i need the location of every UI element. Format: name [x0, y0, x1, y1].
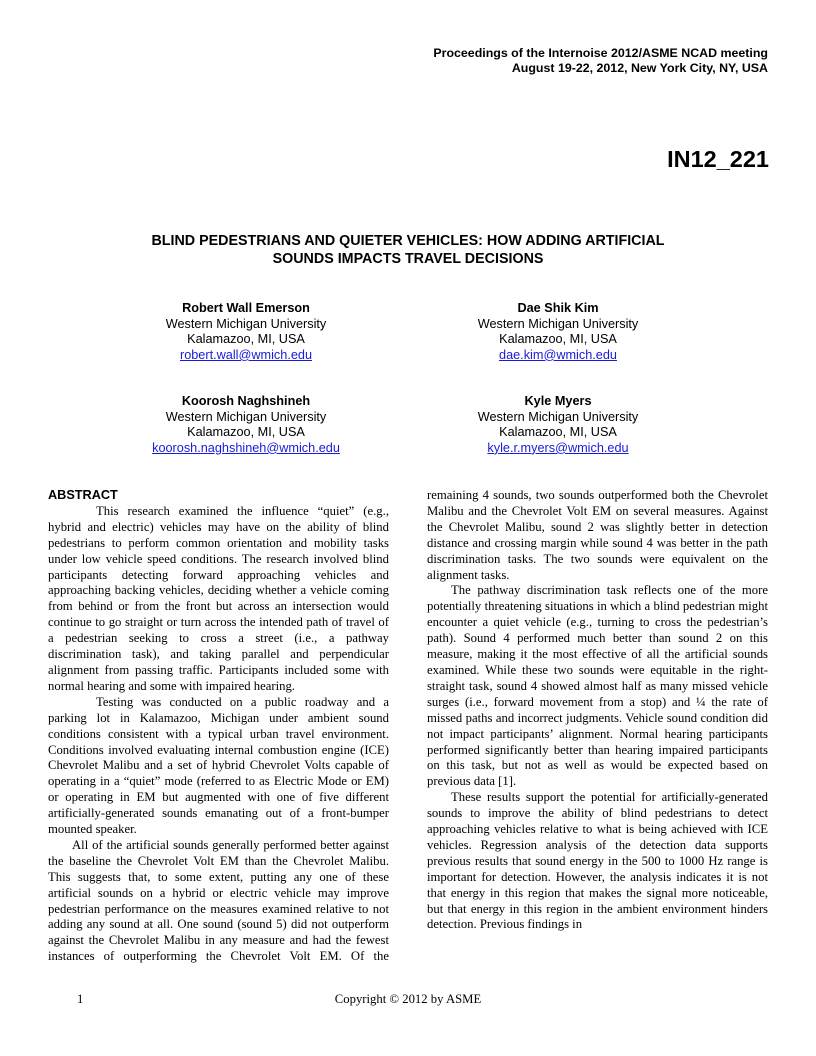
author-block [408, 394, 708, 456]
author-email-link[interactable]: robert.wall@wmich.edu [179, 347, 313, 362]
abstract-paragraph: All of the artificial sounds generally performed better against the baseline the Chevrolet Volt EM than the Chevrolet Malibu. This suggests that, to some extent, putting any one of these artificial sounds on a hybrid or electric vehicle may improve pedestrian performance on the measures examined relative to not adding any sound at all. One sound (sound 5) did not outperform against the Chevrolet Malibu in any measure and had the fewest instances of outperforming the Chevrolet Volt EM. Of the [48, 837, 389, 964]
abstract-heading: ABSTRACT [48, 488, 118, 502]
author-block [96, 394, 396, 456]
author-email-link[interactable]: dae.kim@wmich.edu [499, 347, 617, 362]
paper-id: IN12_221 [667, 146, 769, 172]
author-name: Robert Wall Emerson [182, 301, 310, 315]
author-location: Kalamazoo, MI, USA [187, 332, 305, 347]
abstract-paragraph-continued: remaining 4 sounds, two sounds outperformed both the Chevrolet Malibu and the Chevrolet Volt EM on several measures. Against the Chevrolet Malibu, sound 2 was slightly better in detection distance and crossing margin while sound 4 was better in the path discrimination tasks. The two sounds were equivalent on the alignment tasks. [427, 488, 768, 582]
paper-title [48, 232, 768, 268]
author-location: Kalamazoo, MI, USA [187, 425, 305, 440]
title-line-2: SOUNDS IMPACTS TRAVEL DECISIONS [272, 251, 544, 267]
author-email-link[interactable]: kyle.r.myers@wmich.edu [487, 440, 629, 455]
copyright-notice: Copyright © 2012 by ASME [334, 992, 482, 1006]
author-email-link[interactable]: koorosh.naghshineh@wmich.edu [152, 440, 340, 455]
author-block [96, 301, 396, 363]
abstract-column-right [427, 488, 768, 933]
author-name: Dae Shik Kim [517, 301, 599, 315]
proceedings-header [433, 46, 768, 76]
author-affiliation: Western Michigan University [477, 409, 639, 424]
author-block [408, 301, 708, 363]
author-name: Kyle Myers [524, 394, 592, 408]
author-location: Kalamazoo, MI, USA [499, 425, 617, 440]
abstract-paragraph: These results support the potential for artificially-generated sounds to improve the ability of blind pedestrians to detect approaching vehicles relative to what is being achieved with ICE vehicles. Regression analysis of the detection data supports previous results that sound energy in the 500 to 1000 Hz range is important for detection. However, the analysis indicates it is not that energy in this region that makes the signal more noticeable, but that energy in this region in the ambient environment hinders detection. Previous findings in [427, 790, 768, 932]
abstract-column-left [48, 488, 389, 965]
title-line-1: BLIND PEDESTRIANS AND QUIETER VEHICLES: HOW ADDING ARTIFICIAL [151, 233, 665, 249]
author-affiliation: Western Michigan University [165, 316, 327, 331]
author-name: Koorosh Naghshineh [181, 394, 311, 408]
author-location: Kalamazoo, MI, USA [499, 332, 617, 347]
author-affiliation: Western Michigan University [165, 409, 327, 424]
abstract-paragraph: The pathway discrimination task reflects one of the more potentially threatening situations in which a blind pedestrian might encounter a quiet vehicle (e.g., turning to cross the pedestrian’s path). Sound 4 performed much better than sound 2 on this measure, making it the most effective of all the artificial sounds examined. While these two sounds were equitable in the right-straight task, sound 4 showed almost half as many missed vehicle surges (i.e., forward movement from a stop) and ¼ the rate of missed paths and incorrect judgments. Vehicle sound condition did not impact participants’ alignment. Normal hearing participants performed significantly better than hearing impaired participants on this task, but not as well as would be expected based on previous data [1]. [427, 583, 768, 789]
page-number: 1 [77, 992, 84, 1006]
proceedings-line-2: August 19-22, 2012, New York City, NY, USA [511, 61, 768, 75]
proceedings-line-1: Proceedings of the Internoise 2012/ASME NCAD meeting [433, 46, 768, 60]
abstract-paragraph: Testing was conducted on a public roadway and a parking lot in Kalamazoo, Michigan under ambient sound conditions consistent with a typical urban travel environment. Conditions involved evaluating internal combustion engine (ICE) Chevrolet Malibu and a set of hybrid Chevrolet Volts capable of operating in a “quiet” mode (referred to as Electric Mode or EM) or operating in EM but augmented with one of five different artificially-generated sounds emanating out of a front-bumper mounted speaker. [48, 694, 389, 837]
abstract-paragraph: This research examined the influence “quiet” (e.g., hybrid and electric) vehicles may have on the ability of blind pedestrians to perform common orientation and mobility tasks under low vehicle speed conditions. The research involved blind participants detecting forward approaching vehicles and approaching backing vehicles, deciding whether a vehicle coming from behind or from the front but across an intersection would continue to go straight or turn across the intended path of travel of a pedestrian seeking to cross a street (i.e., a pathway discrimination task), and taking parallel and perpendicular alignment from passing traffic. Participants included some with normal hearing and some with impaired hearing. [48, 503, 389, 693]
author-affiliation: Western Michigan University [477, 316, 639, 331]
